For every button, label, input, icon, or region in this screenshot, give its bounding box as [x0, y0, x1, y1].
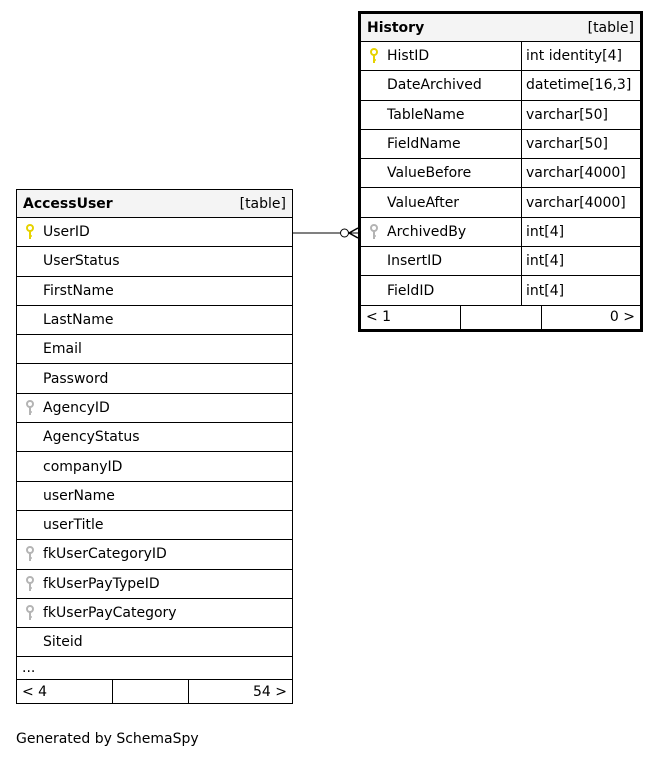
- crowfoot-lower: [349, 233, 358, 238]
- column-name: UserID: [43, 224, 90, 241]
- table-kind: [table]: [239, 195, 286, 212]
- column-name: fkUserPayTypeID: [43, 575, 160, 592]
- column-name: FirstName: [43, 282, 114, 299]
- column-name: ArchivedBy: [387, 223, 467, 240]
- more-columns-indicator: ...: [17, 657, 292, 680]
- column-name: FieldName: [387, 136, 461, 153]
- column-name: ValueAfter: [387, 194, 460, 211]
- parents-count: < 4: [22, 683, 48, 700]
- column-type: varchar[50]: [526, 106, 608, 123]
- optional-circle-marker: [341, 229, 349, 237]
- column-name: AgencyID: [43, 399, 110, 416]
- column-name: fkUserPayCategory: [43, 605, 177, 621]
- column-name: Email: [43, 341, 82, 358]
- column-name: Siteid: [43, 634, 83, 651]
- column-name: DateArchived: [387, 77, 482, 94]
- column-name: userTitle: [43, 517, 104, 534]
- column-type: datetime[16,3]: [526, 77, 632, 94]
- column-name: AgencyStatus: [43, 429, 140, 446]
- column-name: TableName: [387, 106, 465, 123]
- column-name: LastName: [43, 312, 114, 329]
- column-name: userName: [43, 487, 115, 504]
- crowfoot-upper: [349, 228, 358, 233]
- table-kind: [table]: [587, 19, 634, 36]
- column-name: HistID: [387, 48, 430, 65]
- rows-count: 54 >: [253, 683, 287, 700]
- column-name: companyID: [43, 458, 123, 475]
- parents-count: < 1: [366, 309, 392, 326]
- column-type: int[4]: [526, 223, 565, 240]
- column-name: fkUserCategoryID: [43, 546, 167, 563]
- generated-by-label: Generated by SchemaSpy: [16, 731, 199, 747]
- column-type: int[4]: [526, 253, 565, 270]
- column-name: UserStatus: [43, 253, 120, 270]
- column-type: varchar[4000]: [526, 194, 626, 211]
- column-name: FieldID: [387, 282, 435, 299]
- column-name: Password: [43, 370, 109, 387]
- column-name: ValueBefore: [387, 165, 472, 182]
- column-type: int identity[4]: [526, 48, 622, 65]
- table-name: AccessUser: [23, 195, 113, 212]
- column-type: int[4]: [526, 282, 565, 299]
- column-type: varchar[4000]: [526, 165, 626, 182]
- table-name: History: [367, 19, 425, 36]
- rows-count: 0 >: [609, 309, 635, 326]
- column-name: InsertID: [387, 253, 443, 270]
- column-type: varchar[50]: [526, 136, 608, 153]
